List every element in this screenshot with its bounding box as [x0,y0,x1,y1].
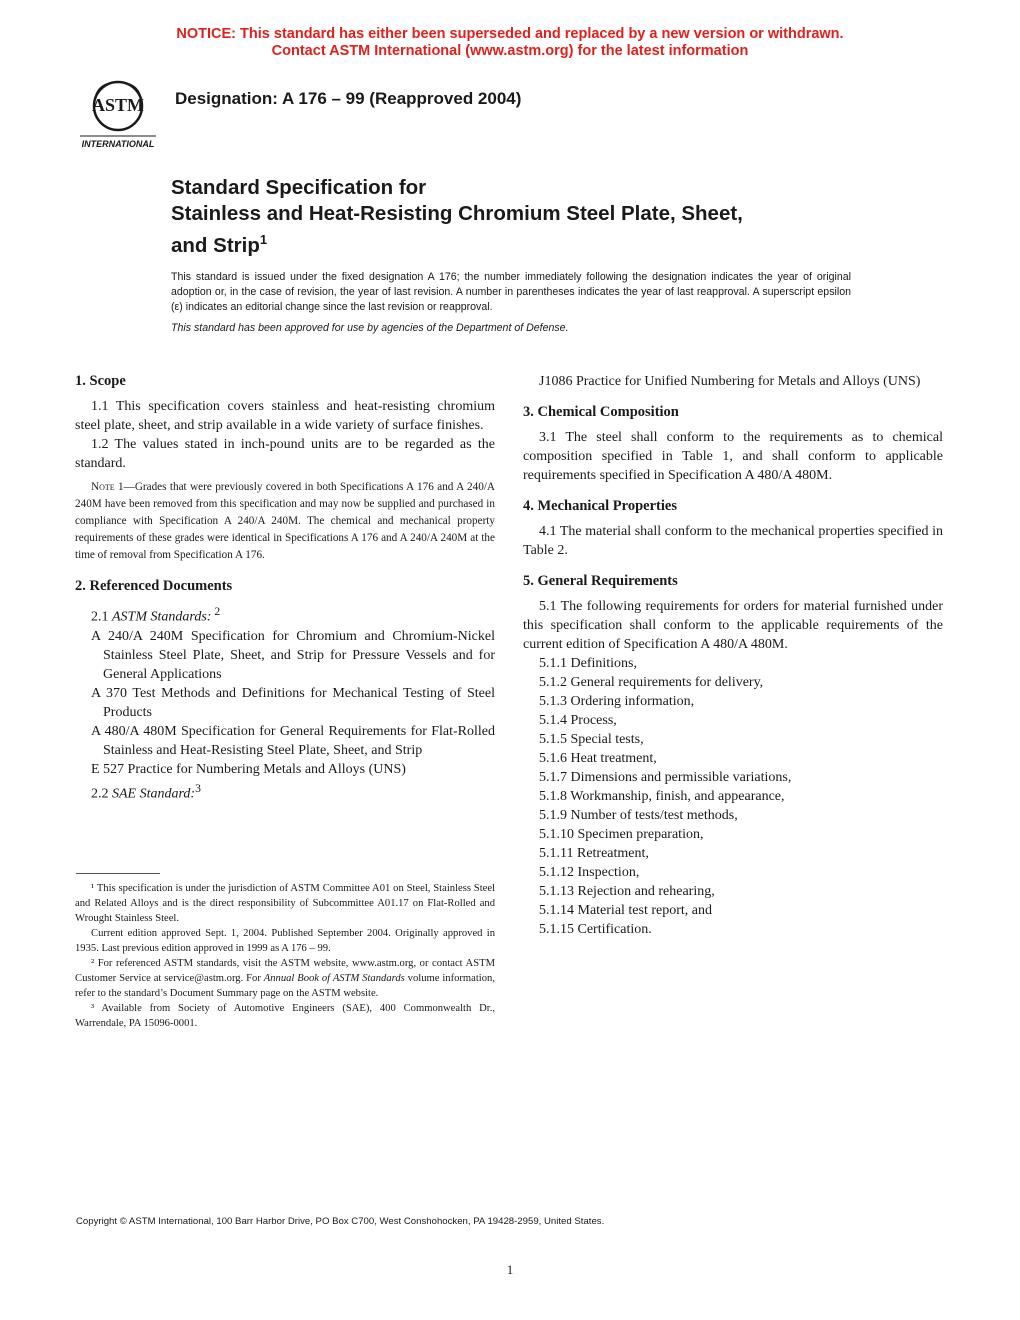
footnote-2 [75,956,495,1001]
note-1 [75,479,495,564]
para-4-1: 4.1 The material shall conform to the mechanical properties specified in Table 2. [523,524,943,558]
page-number: 1 [506,1262,514,1277]
title-line-3 [171,227,743,259]
list-item: 5.1.6 Heat treatment, [539,751,657,766]
para-5-1: 5.1 The following requirements for orders for material furnished under this specification shall conform to the applicable requirements of the current edition of Specification A 480/A 480M. [523,599,943,652]
dod-approval: This standard has been approved for use by agencies of the Department of Defense. [171,322,569,334]
note-1-text: —Grades that were previously covered in both Specifications A 176 and A 240/A 240M have been removed from this specification and may now be supplied and purchased in compliance with Specification A 240/A 240M. The chemical and mechanical property requirements of these grades were identical in Specifications A 176 and A 240/A 240M at the time of removal from Specification A 176. [75,481,495,561]
section-1-heading: 1. Scope [75,373,126,389]
left-column [75,372,495,803]
ref-a370: A 370 Test Methods and Definitions for Mechanical Testing of Steel Products [91,685,495,720]
list-item: 5.1.13 Rejection and rehearing, [539,884,715,899]
designation: Designation: A 176 – 99 (Reapproved 2004) [175,89,522,108]
list-item: 5.1.14 Material test report, and [539,903,713,918]
para-2-2-num: 2.2 [91,786,112,802]
section-2-heading: 2. Referenced Documents [75,578,233,594]
notice-line-1: NOTICE: This standard has either been superseded and replaced by a new version or withdrawn. [176,26,844,42]
astm-logo [74,74,162,150]
section-4-heading: 4. Mechanical Properties [523,498,677,514]
fn3-ref: 3 [195,781,201,795]
title-line-3-text: and Strip [171,233,260,257]
list-item: 5.1.2 General requirements for delivery, [539,675,764,690]
notice-banner [0,26,1020,60]
para-2-2 [75,779,495,804]
notice-line-2: Contact ASTM International (www.astm.org) for the latest information [271,43,749,59]
list-item: 5.1.9 Number of tests/test methods, [539,808,738,823]
title-line-1: Standard Specification for [171,176,427,199]
footnote-3: ³ Available from Society of Automotive Engineers (SAE), 400 Commonwealth Dr., Warrendale, PA 15096-0001. [75,1003,495,1029]
footnote-2-italic: Annual Book of ASTM Standards [263,973,405,984]
section-3-heading: 3. Chemical Composition [523,404,679,420]
para-3-1: 3.1 The steel shall conform to the requirements as to chemical composition specified in Table 1, and shall conform to applicable requirements specified in Specification A 480/A 480M. [523,430,943,483]
list-item: 5.1.10 Specimen preparation, [539,827,704,842]
list-item: 5.1.4 Process, [539,713,617,728]
logo-subtext: INTERNATIONAL [81,139,155,149]
para-1-1: 1.1 This specification covers stainless and heat-resisting chromium steel plate, sheet, and strip available in a wide variety of surface finishes. [75,399,495,433]
title-line-2: Stainless and Heat-Resisting Chromium Steel Plate, Sheet, [171,202,743,225]
para-2-1-num: 2.1 [91,609,112,625]
intro-block [171,270,851,336]
footnote-1-edition: Current edition approved Sept. 1, 2004. Published September 2004. Originally approved in 1935. Last previous edition approved in 1999 as A 176 – 99. [75,928,495,954]
list-item: 5.1.7 Dimensions and permissible variations, [539,770,792,785]
footnote-1: ¹ This specification is under the jurisdiction of ASTM Committee A01 on Steel, Stainless Steel and Related Alloys and is the direct responsibility of Subcommittee A01.17 on Flat-Rolled and Wrought Stainless Steel. [75,883,495,924]
note-1-label: Note 1 [91,481,124,493]
para-1-2: 1.2 The values stated in inch-pound units are to be regarded as the standard. [75,437,495,471]
footnotes [75,881,495,1031]
sae-standard-label: SAE Standard: [112,786,196,802]
astm-logo-icon [74,74,162,150]
title-footnote-ref: 1 [259,232,268,247]
list-item: 5.1.8 Workmanship, finish, and appearance, [539,789,785,804]
ref-a240: A 240/A 240M Specification for Chromium and Chromium-Nickel Stainless Steel Plate, Sheet, and Strip for Pressure Vessels and for General Applications [91,628,495,682]
list-item: 5.1.11 Retreatment, [539,846,649,861]
footnote-2-b: volume information, refer to the standard’s Document Summary page on the ASTM website. [75,973,495,999]
footnote-2-a: ² For referenced ASTM standards, visit the ASTM website, www.astm.org, or contact ASTM Customer Service at service@astm.org. For [75,958,495,984]
ref-a480: A 480/A 480M Specification for General Requirements for Flat-Rolled Stainless and Heat-Resisting Steel Plate, Sheet, and Strip [91,723,495,758]
para-2-1 [75,602,495,627]
astm-standards-label: ASTM Standards: [112,609,212,625]
footnote-rule [76,873,160,874]
logo-text: ASTM [91,95,145,115]
list-item: 5.1.1 Definitions, [539,656,637,671]
section-5-heading: 5. General Requirements [523,573,678,589]
list-item: 5.1.3 Ordering information, [539,694,695,709]
list-item: 5.1.15 Certification. [539,922,652,937]
list-item: 5.1.12 Inspection, [539,865,640,880]
fn2-ref: 2 [211,605,221,618]
document-title [171,175,743,259]
list-item: 5.1.5 Special tests, [539,732,644,747]
intro-paragraph: This standard is issued under the fixed designation A 176; the number immediately following the designation indicates the year of original adoption or, in the case of revision, the year of last revision. A number in parentheses indicates the year of last reapproval. A superscript epsilon (ε) indicates an editorial change since the last revision or reapproval. [171,271,851,313]
right-column [523,372,943,939]
ref-e527: E 527 Practice for Numbering Metals and Alloys (UNS) [91,761,406,777]
ref-j1086: J1086 Practice for Unified Numbering for Metals and Alloys (UNS) [539,374,921,389]
copyright-footer: Copyright © ASTM International, 100 Barr Harbor Drive, PO Box C700, West Conshohocken, PA 19428-2959, United States. [76,1216,605,1227]
